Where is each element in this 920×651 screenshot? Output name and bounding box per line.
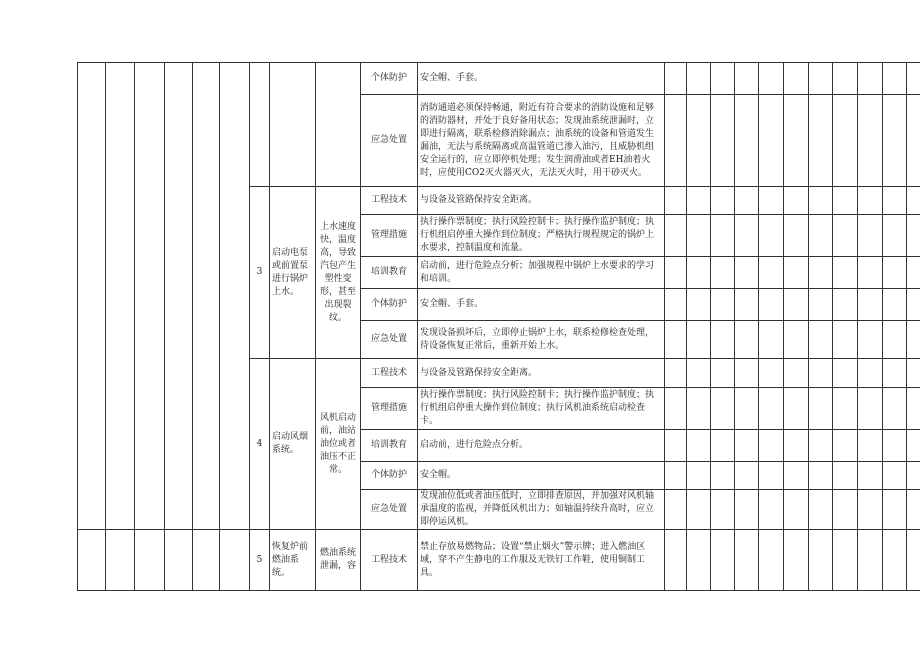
grid-cell <box>784 490 809 530</box>
grid-cell <box>759 187 784 215</box>
grid-cell <box>907 257 920 289</box>
grid-cell <box>858 95 883 187</box>
grid-cell <box>665 321 687 359</box>
grid-cell <box>687 430 711 462</box>
grid-cell <box>784 289 809 321</box>
blank-cell <box>316 63 361 187</box>
grid-cell <box>784 321 809 359</box>
grid-cell <box>833 462 858 490</box>
grid-cell <box>833 289 858 321</box>
grid-cell <box>784 215 809 257</box>
grid-cell <box>735 289 759 321</box>
grid-cell <box>665 95 687 187</box>
grid-cell <box>907 530 920 591</box>
table-row <box>78 63 920 95</box>
grid-cell <box>858 257 883 289</box>
grid-cell <box>665 359 687 388</box>
grid-cell <box>858 388 883 430</box>
grid-cell <box>883 63 907 95</box>
grid-cell <box>687 289 711 321</box>
grid-cell <box>833 321 858 359</box>
blank-cell <box>193 530 220 591</box>
grid-cell <box>665 430 687 462</box>
grid-cell <box>665 289 687 321</box>
measure-category: 培训教育 <box>361 257 418 289</box>
grid-cell <box>833 388 858 430</box>
grid-cell <box>735 321 759 359</box>
measure-category: 工程技术 <box>361 187 418 215</box>
grid-cell <box>833 530 858 591</box>
grid-cell <box>735 95 759 187</box>
grid-cell <box>687 215 711 257</box>
grid-cell <box>759 430 784 462</box>
grid-cell <box>833 95 858 187</box>
grid-cell <box>665 187 687 215</box>
blank-cell <box>193 63 220 530</box>
grid-cell <box>883 215 907 257</box>
grid-cell <box>833 63 858 95</box>
grid-cell <box>809 359 833 388</box>
grid-cell <box>687 187 711 215</box>
measure-category: 应急处置 <box>361 321 418 359</box>
blank-cell <box>165 63 193 530</box>
blank-cell <box>106 530 135 591</box>
grid-cell <box>883 359 907 388</box>
grid-cell <box>711 321 735 359</box>
measure-text: 安全帽、手套。 <box>418 63 665 95</box>
blank-cell <box>250 63 270 187</box>
grid-cell <box>784 95 809 187</box>
grid-cell <box>833 187 858 215</box>
blank-cell <box>78 530 106 591</box>
grid-cell <box>883 462 907 490</box>
measure-category: 个体防护 <box>361 289 418 321</box>
grid-cell <box>687 388 711 430</box>
grid-cell <box>907 430 920 462</box>
grid-cell <box>809 215 833 257</box>
measure-text: 消防通道必须保持畅通，附近有符合要求的消防设施和足够的消防器材，并处于良好备用状态；发现油系统泄漏时，立即进行隔离，联系检修消除漏点；油系统的设备和管道发生漏油，无法与系统隔离或高温管道已渗入油污，且威胁机组安全运行的，应立即停机处理；发生润滑油或者EH油着火时，应使用CO2灭火器灭火，无法灭火时，用干砂灭火。 <box>418 95 665 187</box>
grid-cell <box>858 490 883 530</box>
grid-cell <box>759 388 784 430</box>
grid-cell <box>907 321 920 359</box>
grid-cell <box>858 321 883 359</box>
grid-cell <box>759 490 784 530</box>
grid-cell <box>883 430 907 462</box>
step-task: 启动风烟系统。 <box>270 359 316 530</box>
measure-text: 发现油位低或者油压低时，立即排查原因，并加强对风机轴承温度的监视，并降低风机出力；如轴温持续升高时，应立即停运风机。 <box>418 490 665 530</box>
grid-cell <box>833 490 858 530</box>
measure-text: 执行操作票制度；执行风险控制卡；执行操作监护制度；执行机组启停重大操作到位制度；执行风机油系统启动检查卡。 <box>418 388 665 430</box>
grid-cell <box>809 187 833 215</box>
grid-cell <box>784 257 809 289</box>
step-hazard: 燃油系统泄漏，容 <box>316 530 361 591</box>
grid-cell <box>883 530 907 591</box>
blank-cell <box>270 63 316 187</box>
grid-cell <box>784 530 809 591</box>
grid-cell <box>711 530 735 591</box>
measure-text: 发现设备损坏后，立即停止锅炉上水，联系检修检查处理，待设备恢复正常后，重新开始上水。 <box>418 321 665 359</box>
grid-cell <box>759 215 784 257</box>
grid-cell <box>858 187 883 215</box>
grid-cell <box>735 490 759 530</box>
step-number: 4 <box>250 359 270 530</box>
grid-cell <box>858 289 883 321</box>
measure-text: 禁止存放易燃物品；设置“禁止烟火”警示牌；进入燃油区域，穿不产生静电的工作服及无铁钉工作鞋，使用铜制工具。 <box>418 530 665 591</box>
grid-cell <box>858 462 883 490</box>
grid-cell <box>858 359 883 388</box>
blank-cell <box>106 63 135 530</box>
measure-text: 安全帽。 <box>418 462 665 490</box>
grid-cell <box>735 430 759 462</box>
grid-cell <box>759 63 784 95</box>
grid-cell <box>883 257 907 289</box>
table-row <box>78 530 920 591</box>
grid-cell <box>883 289 907 321</box>
grid-cell <box>665 530 687 591</box>
measure-category: 个体防护 <box>361 63 418 95</box>
measure-category: 个体防护 <box>361 462 418 490</box>
grid-cell <box>809 63 833 95</box>
blank-cell <box>220 63 250 530</box>
grid-cell <box>665 215 687 257</box>
step-hazard: 风机启动前，油站油位或者油压不正常。 <box>316 359 361 530</box>
grid-cell <box>759 359 784 388</box>
grid-cell <box>759 462 784 490</box>
grid-cell <box>711 462 735 490</box>
grid-cell <box>687 95 711 187</box>
measure-text: 启动前，进行危险点分析。 <box>418 430 665 462</box>
measure-text: 与设备及管路保持安全距离。 <box>418 359 665 388</box>
blank-cell <box>135 530 165 591</box>
grid-cell <box>759 95 784 187</box>
grid-cell <box>833 430 858 462</box>
measure-category: 应急处置 <box>361 95 418 187</box>
grid-cell <box>687 359 711 388</box>
grid-cell <box>907 388 920 430</box>
step-hazard: 上水速度快，温度高，导致汽包产生塑性变形，甚至出现裂纹。 <box>316 187 361 359</box>
grid-cell <box>809 430 833 462</box>
measure-text: 启动前，进行危险点分析；加强规程中锅炉上水要求的学习和培训。 <box>418 257 665 289</box>
grid-cell <box>711 257 735 289</box>
grid-cell <box>907 289 920 321</box>
grid-cell <box>711 63 735 95</box>
step-task: 恢复炉前燃油系统。 <box>270 530 316 591</box>
grid-cell <box>759 530 784 591</box>
grid-cell <box>687 257 711 289</box>
grid-cell <box>809 490 833 530</box>
measure-text: 与设备及管路保持安全距离。 <box>418 187 665 215</box>
grid-cell <box>809 462 833 490</box>
grid-cell <box>883 490 907 530</box>
grid-cell <box>907 490 920 530</box>
blank-cell <box>78 63 106 530</box>
grid-cell <box>735 215 759 257</box>
grid-cell <box>665 257 687 289</box>
grid-cell <box>883 95 907 187</box>
grid-cell <box>711 289 735 321</box>
measure-category: 工程技术 <box>361 359 418 388</box>
grid-cell <box>711 490 735 530</box>
measure-category: 工程技术 <box>361 530 418 591</box>
grid-cell <box>784 187 809 215</box>
grid-cell <box>759 257 784 289</box>
grid-cell <box>784 462 809 490</box>
grid-cell <box>883 321 907 359</box>
grid-cell <box>665 462 687 490</box>
grid-cell <box>809 289 833 321</box>
grid-cell <box>687 63 711 95</box>
grid-cell <box>759 321 784 359</box>
grid-cell <box>735 388 759 430</box>
grid-cell <box>858 530 883 591</box>
grid-cell <box>784 359 809 388</box>
grid-cell <box>687 490 711 530</box>
measure-category: 应急处置 <box>361 490 418 530</box>
grid-cell <box>809 95 833 187</box>
grid-cell <box>809 321 833 359</box>
grid-cell <box>883 187 907 215</box>
grid-cell <box>735 530 759 591</box>
grid-cell <box>665 63 687 95</box>
grid-cell <box>687 530 711 591</box>
grid-cell <box>809 388 833 430</box>
grid-cell <box>784 63 809 95</box>
grid-cell <box>858 215 883 257</box>
grid-cell <box>809 530 833 591</box>
grid-cell <box>907 462 920 490</box>
grid-cell <box>907 63 920 95</box>
measure-text: 安全帽、手套。 <box>418 289 665 321</box>
blank-cell <box>135 63 165 530</box>
grid-cell <box>883 388 907 430</box>
risk-control-table <box>77 62 920 591</box>
grid-cell <box>907 187 920 215</box>
grid-cell <box>735 359 759 388</box>
grid-cell <box>784 430 809 462</box>
grid-cell <box>687 462 711 490</box>
grid-cell <box>833 359 858 388</box>
grid-cell <box>665 388 687 430</box>
grid-cell <box>735 257 759 289</box>
grid-cell <box>858 430 883 462</box>
grid-cell <box>711 215 735 257</box>
grid-cell <box>711 359 735 388</box>
measure-category: 管理措施 <box>361 215 418 257</box>
measure-category: 培训教育 <box>361 430 418 462</box>
grid-cell <box>735 187 759 215</box>
grid-cell <box>711 187 735 215</box>
measure-text: 执行操作票制度；执行风险控制卡；执行操作监护制度；执行机组启停重大操作到位制度；严格执行规程规定的锅炉上水要求，控制温度和流量。 <box>418 215 665 257</box>
grid-cell <box>833 215 858 257</box>
grid-cell <box>735 63 759 95</box>
grid-cell <box>665 490 687 530</box>
grid-cell <box>833 257 858 289</box>
step-number: 3 <box>250 187 270 359</box>
grid-cell <box>907 359 920 388</box>
grid-cell <box>759 289 784 321</box>
grid-cell <box>907 95 920 187</box>
grid-cell <box>735 462 759 490</box>
blank-cell <box>220 530 250 591</box>
step-number: 5 <box>250 530 270 591</box>
grid-cell <box>784 388 809 430</box>
grid-cell <box>711 430 735 462</box>
measure-category: 管理措施 <box>361 388 418 430</box>
grid-cell <box>711 95 735 187</box>
step-task: 启动电泵或前置泵进行锅炉上水。 <box>270 187 316 359</box>
grid-cell <box>711 388 735 430</box>
grid-cell <box>809 257 833 289</box>
grid-cell <box>687 321 711 359</box>
grid-cell <box>907 215 920 257</box>
grid-cell <box>858 63 883 95</box>
blank-cell <box>165 530 193 591</box>
